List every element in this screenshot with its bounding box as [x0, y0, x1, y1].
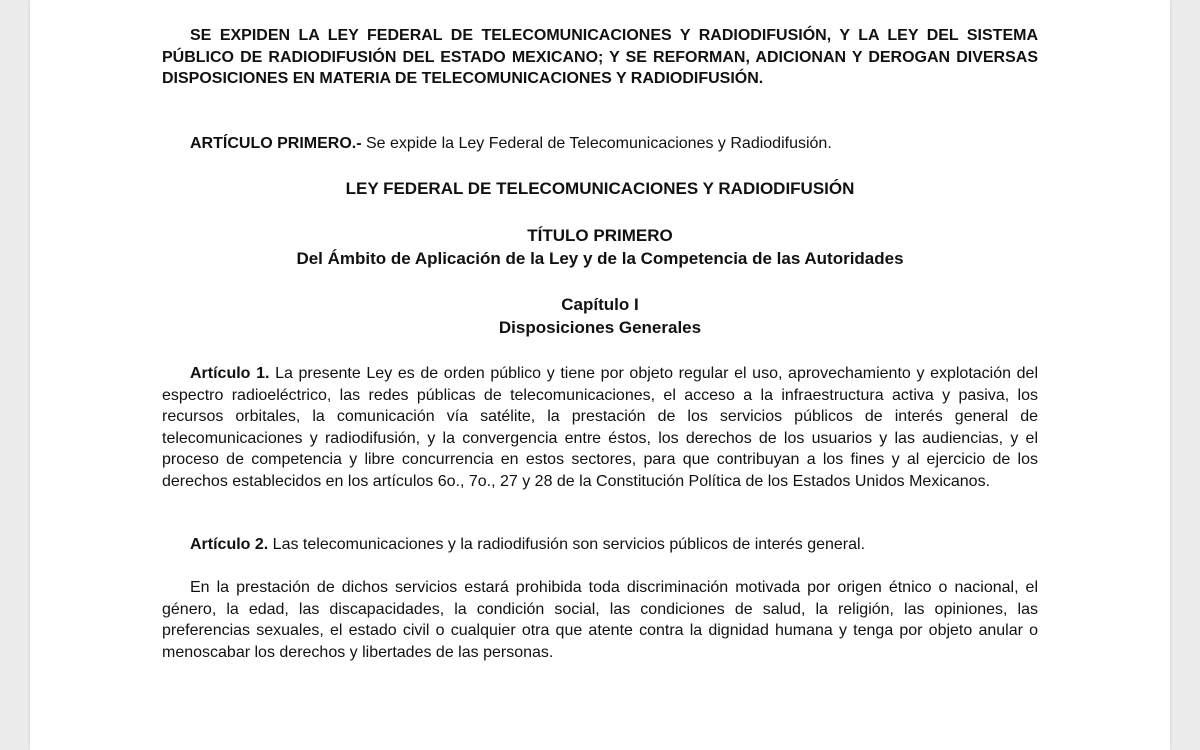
capitulo-label: Capítulo I: [561, 295, 639, 314]
decree-heading: SE EXPIDEN LA LEY FEDERAL DE TELECOMUNICACIONES Y RADIODIFUSIÓN, Y LA LEY DEL SISTEMA PÚBLICO DE RADIODIFUSIÓN DEL ESTADO MEXICANO; Y SE REFORMAN, ADICIONAN Y DEROGAN DIVERSAS DISPOSICIONES EN MATERIA DE TELECOMUNICACIONES Y RADIODIFUSIÓN.: [162, 27, 1038, 87]
articulo-2: [162, 534, 1038, 556]
titulo-label: TÍTULO PRIMERO: [527, 226, 673, 245]
articulo-1: [162, 363, 1038, 492]
law-title: LEY FEDERAL DE TELECOMUNICACIONES Y RADIODIFUSIÓN: [345, 179, 855, 198]
articulo-2-text: Las telecomunicaciones y la radiodifusión son servicios públicos de interés general.: [268, 536, 866, 553]
articulo-primero-label: ARTÍCULO PRIMERO.-: [190, 135, 362, 152]
paragraph-discriminacion: En la prestación de dichos servicios estará prohibida toda discriminación motivada por origen étnico o nacional, el género, la edad, las discapacidades, la condición social, las condiciones de salud, la religión, las opiniones, las preferencias sexuales, el estado civil o cualquier otra que atente contra la dignidad humana y tenga por objeto anular o menoscabar los derechos y libertades de las personas.: [162, 579, 1038, 661]
articulo-1-label: Artículo 1.: [190, 365, 270, 382]
articulo-2-label: Artículo 2.: [190, 536, 269, 553]
articulo-primero: [162, 133, 1038, 155]
titulo-name: Del Ámbito de Aplicación de la Ley y de la Competencia de las Autoridades: [296, 249, 904, 268]
capitulo-name: Disposiciones Generales: [498, 318, 702, 337]
document-page: [30, 0, 1170, 750]
articulo-1-text: La presente Ley es de orden público y tiene por objeto regular el uso, aprovechamiento y explotación del espectro radioeléctrico, las redes públicas de telecomunicaciones, el acceso a la infraestructura activa y pasiva, los recursos orbitales, la comunicación vía satélite, la prestación de los servicios públicos de interés general de telecomunicaciones y radiodifusión, y la convergencia entre éstos, los derechos de los usuarios y las audiencias, y el proceso de competencia y libre concurrencia en estos sectores, para que contribuyan a los fines y al ejercicio de los derechos establecidos en los artículos 6o., 7o., 27 y 28 de la Constitución Política de los Estados Unidos Mexicanos.: [162, 365, 1039, 490]
articulo-primero-text: Se expide la Ley Federal de Telecomunicaciones y Radiodifusión.: [361, 135, 832, 152]
